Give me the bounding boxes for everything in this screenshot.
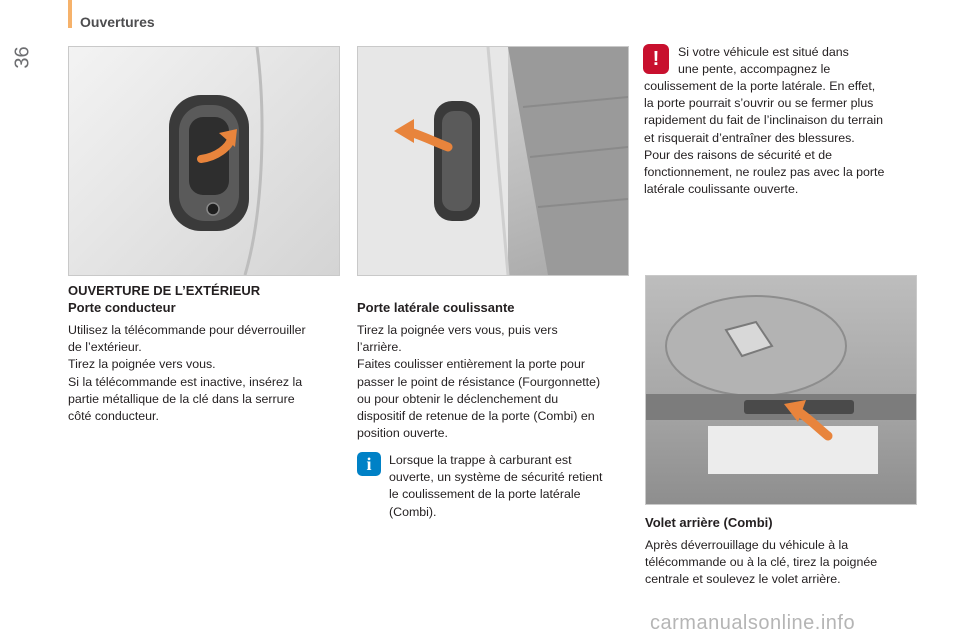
- text-line: rapidement du fait de l’inclinaison du terrain: [644, 113, 884, 128]
- tailgate-text: [645, 537, 877, 589]
- text-line: coulissement de la porte latérale. En effet,: [644, 79, 876, 93]
- text-line: côté conducteur.: [68, 409, 159, 424]
- text-line: une pente, accompagnez le: [678, 62, 831, 77]
- text-line: de l’extérieur.: [68, 340, 142, 355]
- driver-door-illustration: [69, 47, 339, 275]
- info-note-text: [389, 452, 603, 521]
- text-line: dispositif de retenue de la porte (Combi) en: [357, 409, 595, 424]
- text-line: Après déverrouillage du véhicule à la: [645, 538, 849, 552]
- driver-door-text: [68, 322, 306, 425]
- sliding-door-heading: Porte latérale coulissante: [357, 300, 515, 315]
- text-line: fonctionnement, ne roulez pas avec la porte: [644, 165, 885, 180]
- text-line: latérale coulissante ouverte.: [644, 182, 799, 197]
- driver-door-heading: Porte conducteur: [68, 300, 176, 315]
- watermark: carmanualsonline.info: [650, 612, 856, 634]
- text-line: le coulissement de la porte latérale: [389, 487, 581, 502]
- text-line: télécommande ou à la clé, tirez la poignée: [645, 555, 878, 570]
- outside-opening-heading: OUVERTURE DE L’EXTÉRIEUR: [68, 283, 261, 298]
- text-line: passer le point de résistance (Fourgonnette): [357, 374, 601, 389]
- text-line: ou pour obtenir le déclenchement du: [357, 391, 559, 406]
- sliding-door-text: [357, 322, 600, 442]
- text-line: Lorsque la trappe à carburant est: [389, 453, 572, 467]
- text-line: (Combi).: [389, 504, 437, 519]
- tailgate-illustration: [646, 276, 916, 504]
- text-line: ouverte, un système de sécurité retient: [389, 470, 603, 485]
- page-number: 36: [11, 46, 34, 69]
- warning-icon: !: [643, 44, 669, 74]
- sliding-door-handle-photo: [357, 46, 629, 276]
- driver-door-handle-photo: [68, 46, 340, 276]
- text-line: l’arrière.: [357, 340, 402, 355]
- tailgate-heading: Volet arrière (Combi): [645, 515, 773, 530]
- tailgate-handle-photo: [645, 275, 917, 505]
- text-line: partie métallique de la clé dans la serrure: [68, 391, 295, 406]
- text-line: la porte pourrait s’ouvrir ou se fermer plus: [644, 96, 874, 111]
- warning-text-intro: [678, 44, 849, 78]
- text-line: centrale et soulevez le volet arrière.: [645, 572, 841, 587]
- text-line: Tirez la poignée vers vous, puis vers: [357, 323, 558, 337]
- info-icon: i: [357, 452, 381, 476]
- section-title: Ouvertures: [80, 14, 155, 30]
- text-line: Tirez la poignée vers vous.: [68, 357, 216, 372]
- sliding-door-illustration: [358, 47, 628, 275]
- text-line: Si la télécommande est inactive, insérez la: [68, 374, 303, 389]
- text-line: Pour des raisons de sécurité et de: [644, 147, 833, 162]
- text-line: position ouverte.: [357, 426, 448, 441]
- text-line: Si votre véhicule est situé dans: [678, 45, 849, 59]
- text-line: Utilisez la télécommande pour déverrouiller: [68, 323, 306, 337]
- header-accent-bar: [68, 0, 72, 28]
- text-line: Faites coulisser entièrement la porte pour: [357, 357, 585, 372]
- text-line: et risquerait d’entraîner des blessures.: [644, 130, 855, 145]
- warning-text: [644, 78, 884, 198]
